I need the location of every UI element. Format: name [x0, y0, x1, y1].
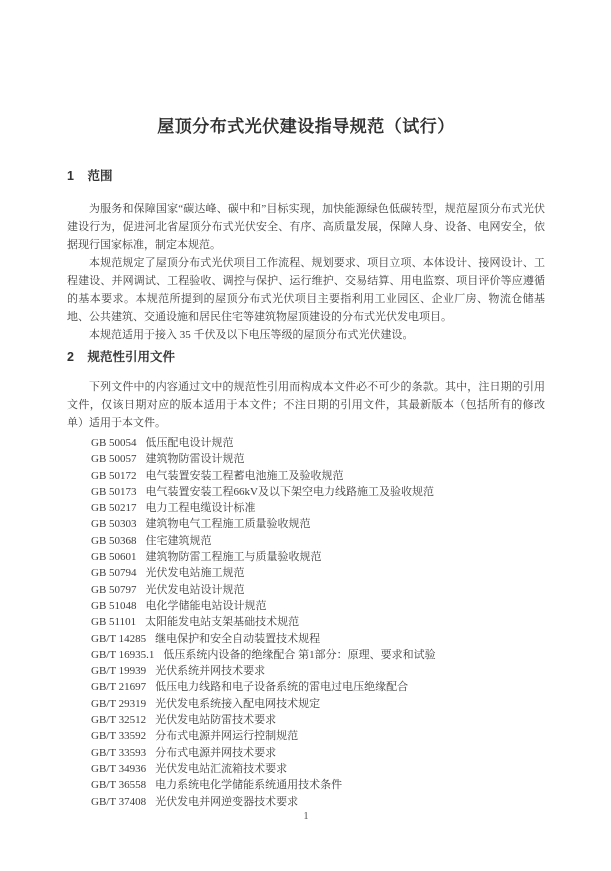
reference-code: GB 50217	[91, 502, 137, 515]
reference-title: 低压电力线路和电子设备系统的雷电过电压绝缘配合	[155, 681, 409, 694]
section-1-body	[67, 200, 545, 344]
reference-item	[91, 745, 545, 761]
reference-item	[91, 533, 545, 549]
reference-code: GB 51101	[91, 616, 137, 629]
reference-title: 电气装置安装工程蓄电池施工及验收规范	[145, 469, 344, 482]
reference-code: GB 51048	[91, 599, 137, 612]
reference-title: 建筑物电气工程施工质量验收规范	[145, 518, 311, 531]
reference-item	[91, 500, 545, 516]
reference-title: 电力工程电缆设计标准	[145, 502, 256, 515]
reference-title: 建筑物防雷工程施工与质量验收规范	[145, 551, 322, 564]
reference-code: GB/T 29319	[91, 697, 147, 710]
reference-item	[91, 663, 545, 679]
reference-item	[91, 794, 545, 810]
reference-code: GB/T 33593	[91, 746, 147, 759]
reference-item	[91, 451, 545, 467]
reference-item	[91, 728, 545, 744]
reference-title: 光伏发电并网逆变器技术要求	[155, 795, 299, 808]
reference-title: 光伏发电站防雷技术要求	[155, 714, 277, 727]
reference-code: GB/T 32512	[91, 714, 147, 727]
reference-code: GB 50173	[91, 485, 137, 498]
reference-title: 光伏发电站汇流箱技术要求	[155, 762, 288, 775]
reference-item	[91, 484, 545, 500]
reference-code: GB 50368	[91, 534, 137, 547]
reference-code: GB/T 19939	[91, 665, 147, 678]
reference-title: 电力系统电化学储能系统通用技术条件	[155, 779, 343, 792]
reference-title: 分布式电源并网技术要求	[155, 746, 277, 759]
section-1-title: 范围	[87, 169, 113, 183]
reference-title: 光伏发电站施工规范	[145, 567, 245, 580]
reference-title: 太阳能发电站支架基础技术规范	[145, 616, 300, 629]
reference-code: GB/T 16935.1	[91, 648, 155, 661]
reference-code: GB/T 36558	[91, 779, 147, 792]
reference-title: 电化学储能电站设计规范	[145, 599, 267, 612]
paragraph-scope-1: 为服务和保障国家“碳达峰、碳中和”目标实现，加快能源绿色低碳转型，规范屋顶分布式光伏建设行为，促进河北省屋顶分布式光伏安全、有序、高质量发展，保障人身、设备、电网安全，依据现行国家标准，制定本规范。	[67, 203, 545, 251]
section-2-number: 2	[67, 350, 74, 364]
reference-title: 电气装置安装工程66kV及以下架空电力线路施工及验收规范	[145, 485, 434, 498]
reference-item	[91, 549, 545, 565]
reference-item	[91, 696, 545, 712]
section-2-title: 规范性引用文件	[87, 350, 175, 364]
reference-code: GB/T 33592	[91, 730, 147, 743]
reference-code: GB 50172	[91, 469, 137, 482]
reference-code: GB 50057	[91, 453, 137, 466]
reference-code: GB 50601	[91, 551, 137, 564]
reference-item	[91, 777, 545, 793]
reference-code: GB/T 37408	[91, 795, 147, 808]
reference-title: 继电保护和安全自动装置技术规程	[155, 632, 321, 645]
reference-title: 光伏发电系统接入配电网技术规定	[155, 697, 321, 710]
reference-title: 低压配电设计规范	[145, 437, 234, 449]
reference-title: 低压系统内设备的绝缘配合 第1部分：原理、要求和试验	[163, 648, 436, 661]
reference-code: GB 50054	[91, 437, 137, 449]
document-title: 屋顶分布式光伏建设指导规范（试行）	[157, 117, 455, 136]
reference-item	[91, 761, 545, 777]
reference-code: GB/T 34936	[91, 762, 147, 775]
paragraph-references-intro: 下列文件中的内容通过文中的规范性引用而构成本文件必不可少的条款。其中，注日期的引用文件，仅该日期对应的版本适用于本文件；不注日期的引用文件，其最新版本（包括所有的修改单）适用于本文件。	[67, 381, 545, 429]
reference-item	[91, 631, 545, 647]
section-2-heading	[67, 350, 545, 364]
page-number: 1	[303, 810, 309, 822]
section-1-number: 1	[67, 169, 74, 183]
reference-item	[91, 712, 545, 728]
reference-title: 分布式电源并网运行控制规范	[155, 730, 299, 743]
reference-item	[91, 565, 545, 581]
reference-list	[67, 435, 545, 810]
paragraph-scope-2: 本规范规定了屋顶分布式光伏项目工作流程、规划要求、项目立项、本体设计、接网设计、工程建设、并网调试、工程验收、调控与保护、运行维护、交易结算、用电监察、项目评价等应遵循的基本要求。本规范所提到的屋顶分布式光伏项目主要指利用工业园区、企业厂房、物流仓储基地、公共建筑、交通设施和居民住宅等建筑物屋顶建设的分布式光伏发电项目。	[67, 257, 545, 323]
reference-item	[91, 679, 545, 695]
reference-title: 建筑物防雷设计规范	[145, 453, 245, 466]
reference-item	[91, 435, 545, 451]
reference-code: GB/T 14285	[91, 632, 147, 645]
section-1-heading	[67, 169, 545, 183]
reference-item	[91, 582, 545, 598]
reference-item	[91, 598, 545, 614]
reference-title: 光伏系统并网技术要求	[155, 665, 266, 678]
reference-code: GB 50794	[91, 567, 137, 580]
reference-item	[91, 614, 545, 630]
reference-code: GB 50303	[91, 518, 137, 531]
paragraph-scope-3: 本规范适用于接入 35 千伏及以下电压等级的屋顶分布式光伏建设。	[89, 329, 414, 341]
reference-item	[91, 468, 545, 484]
reference-title: 住宅建筑规范	[145, 534, 212, 547]
reference-title: 光伏发电站设计规范	[145, 583, 245, 596]
reference-code: GB 50797	[91, 583, 137, 596]
reference-item	[91, 647, 545, 663]
reference-item	[91, 516, 545, 532]
reference-code: GB/T 21697	[91, 681, 147, 694]
